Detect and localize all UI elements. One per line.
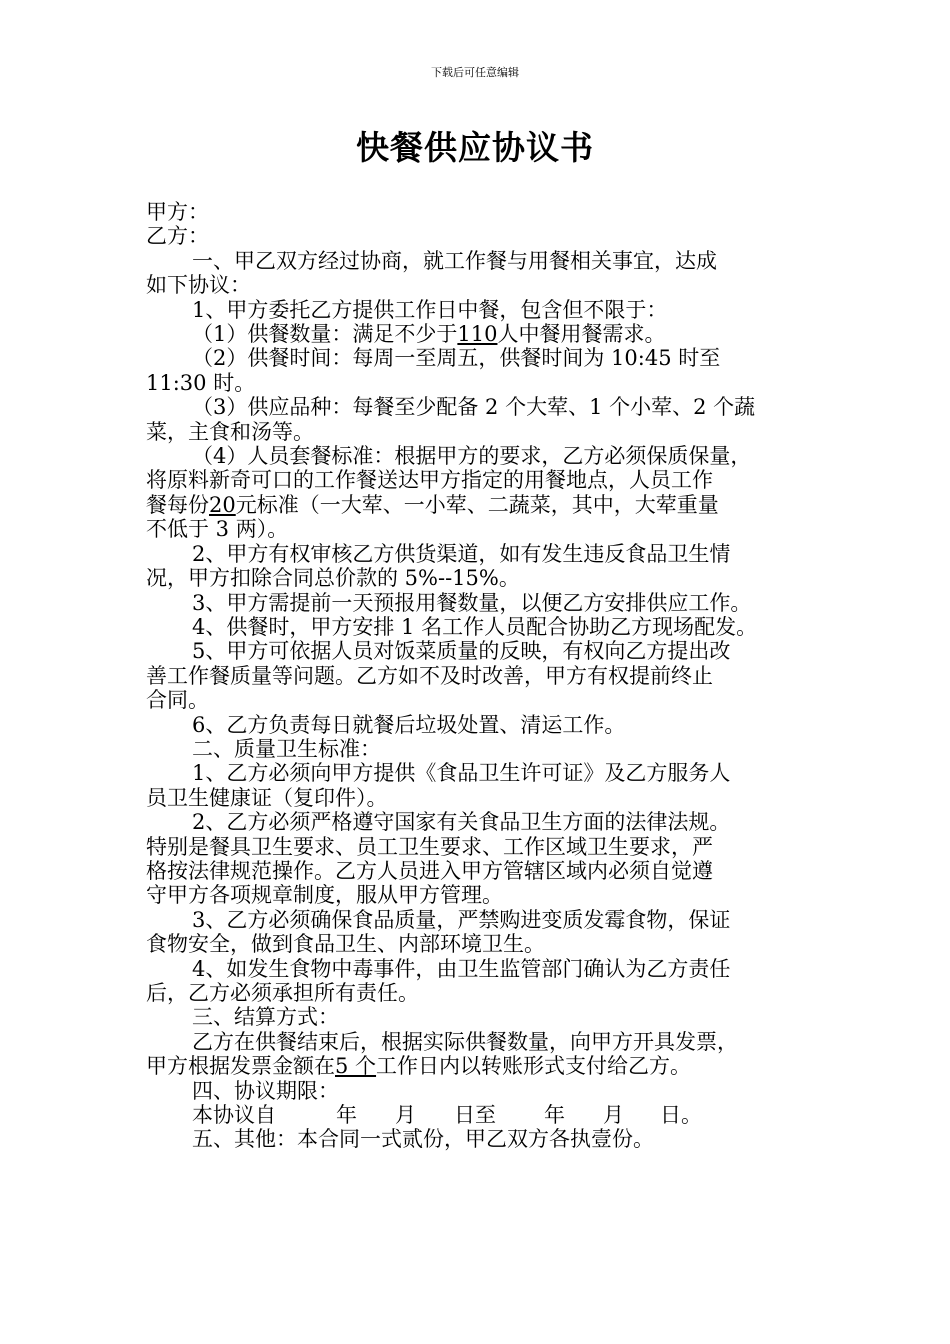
term-start-year: 年 [336, 1103, 357, 1128]
clause-1-1: 1、甲方委托乙方提供工作日中餐，包含但不限于： [192, 297, 668, 322]
price-value: 20 [209, 492, 236, 517]
term-end-month: 月 [603, 1103, 624, 1128]
quantity-value: 110 [457, 322, 498, 347]
quantity-suffix: 人中餐用餐需求。 [497, 322, 666, 347]
clause-1-6: 6、乙方负责每日就餐后垃圾处置、清运工作。 [192, 712, 626, 737]
clause-1-1-quantity [146, 322, 814, 346]
term-end-year: 年 [544, 1103, 565, 1128]
clause-2-4-cont: 后，乙方必须承担所有责任。 [146, 981, 419, 1005]
payment-days: 5 个 [335, 1054, 377, 1079]
price-label: 餐每份 [146, 492, 209, 517]
term-start-month: 月 [395, 1103, 416, 1128]
section-4-heading: 四、协议期限： [192, 1078, 339, 1103]
clause-1-1-standard-end: 不低于 3 两）。 [146, 517, 289, 542]
clause-2-2-cont-3: 守甲方各项规章制度，服从甲方管理。 [146, 883, 503, 908]
clause-1-1-time: （2）供餐时间：每周一至周五，供餐时间为 10:45 时至 [192, 346, 721, 371]
clause-1-1-standard-price [146, 493, 814, 517]
clause-2-3-cont: 食物安全，做到食品卫生、内部环境卫生。 [146, 932, 545, 957]
section-1-intro: 一、甲乙双方经过协商，就工作餐与用餐相关事宜，达成 [192, 248, 717, 273]
section-3-heading: 三、结算方式： [192, 1005, 339, 1030]
clause-3-1: 乙方在供餐结束后，根据实际供餐数量，向甲方开具发票， [192, 1029, 738, 1054]
clause-2-2-cont-2: 格按法律规范操作。乙方人员进入甲方管辖区域内必须自觉遵 [146, 858, 713, 883]
document-title: 快餐供应协议书 [356, 128, 594, 167]
clause-1-3: 3、甲方需提前一天预报用餐数量，以便乙方安排供应工作。 [192, 590, 752, 615]
clause-1-1-variety: （3）供应品种：每餐至少配备 2 个大荤、1 个小荤、2 个蔬 [192, 395, 756, 420]
header-note: 下载后可任意编辑 [431, 66, 519, 79]
section-5-line: 五、其他：本合同一式贰份，甲乙双方各执壹份。 [192, 1127, 654, 1152]
section-2-heading: 二、质量卫生标准： [192, 736, 381, 761]
clause-2-1-cont: 员卫生健康证（复印件）。 [146, 785, 388, 810]
clause-2-4: 4、如发生食物中毒事件，由卫生监管部门确认为乙方责任 [192, 956, 731, 981]
clause-1-2-cont: 况，甲方扣除合同总价款的 5%--15%。 [146, 566, 520, 591]
term-start-day: 日至 [454, 1103, 496, 1128]
term-end-day: 日。 [660, 1103, 702, 1128]
payment-suffix: 工作日内以转账形式支付给乙方。 [376, 1054, 692, 1079]
price-suffix: 元标准（一大荤、一小荤、二蔬菜，其中，大荤重量 [235, 492, 719, 517]
section-1-intro-cont: 如下协议： [146, 273, 251, 298]
clause-1-1-variety-cont: 菜，主食和汤等。 [146, 419, 314, 444]
clause-2-1: 1、乙方必须向甲方提供《食品卫生许可证》及乙方服务人 [192, 761, 731, 786]
clause-2-2-cont-1: 特别是餐具卫生要求、员工卫生要求、工作区域卫生要求，严 [146, 834, 713, 859]
clause-2-3: 3、乙方必须确保食品质量，严禁购进变质发霉食物，保证 [192, 907, 731, 932]
clause-1-4: 4、供餐时，甲方安排 1 名工作人员配合协助乙方现场配发。 [192, 614, 758, 639]
clause-1-1-standard: （4）人员套餐标准：根据甲方的要求，乙方必须保质保量， [192, 444, 752, 469]
party-a-line: 甲方： [146, 200, 209, 224]
party-b-line: 乙方： [146, 224, 209, 249]
clause-1-5: 5、甲方可依据人员对饭菜质量的反映，有权向乙方提出改 [192, 639, 731, 664]
clause-1-2: 2、甲方有权审核乙方供货渠道，如有发生违反食品卫生情 [192, 541, 731, 566]
clause-1-1-standard-cont: 将原料新奇可口的工作餐送达甲方指定的用餐地点，人员工作 [146, 468, 713, 493]
clause-1-5-end: 合同。 [146, 688, 209, 713]
clause-1-5-cont: 善工作餐质量等问题。乙方如不及时改善，甲方有权提前终止 [146, 663, 713, 688]
term-line [146, 1103, 814, 1127]
quantity-label: （1）供餐数量：满足不少于 [192, 322, 458, 347]
clause-3-1-cont [146, 1054, 814, 1078]
payment-label: 甲方根据发票金额在 [146, 1054, 335, 1079]
term-start-label: 本协议自 [192, 1103, 276, 1128]
clause-2-2: 2、乙方必须严格遵守国家有关食品卫生方面的法律法规。 [192, 810, 731, 835]
document-body [146, 200, 814, 1152]
clause-1-1-time-cont: 11:30 时。 [146, 370, 256, 395]
